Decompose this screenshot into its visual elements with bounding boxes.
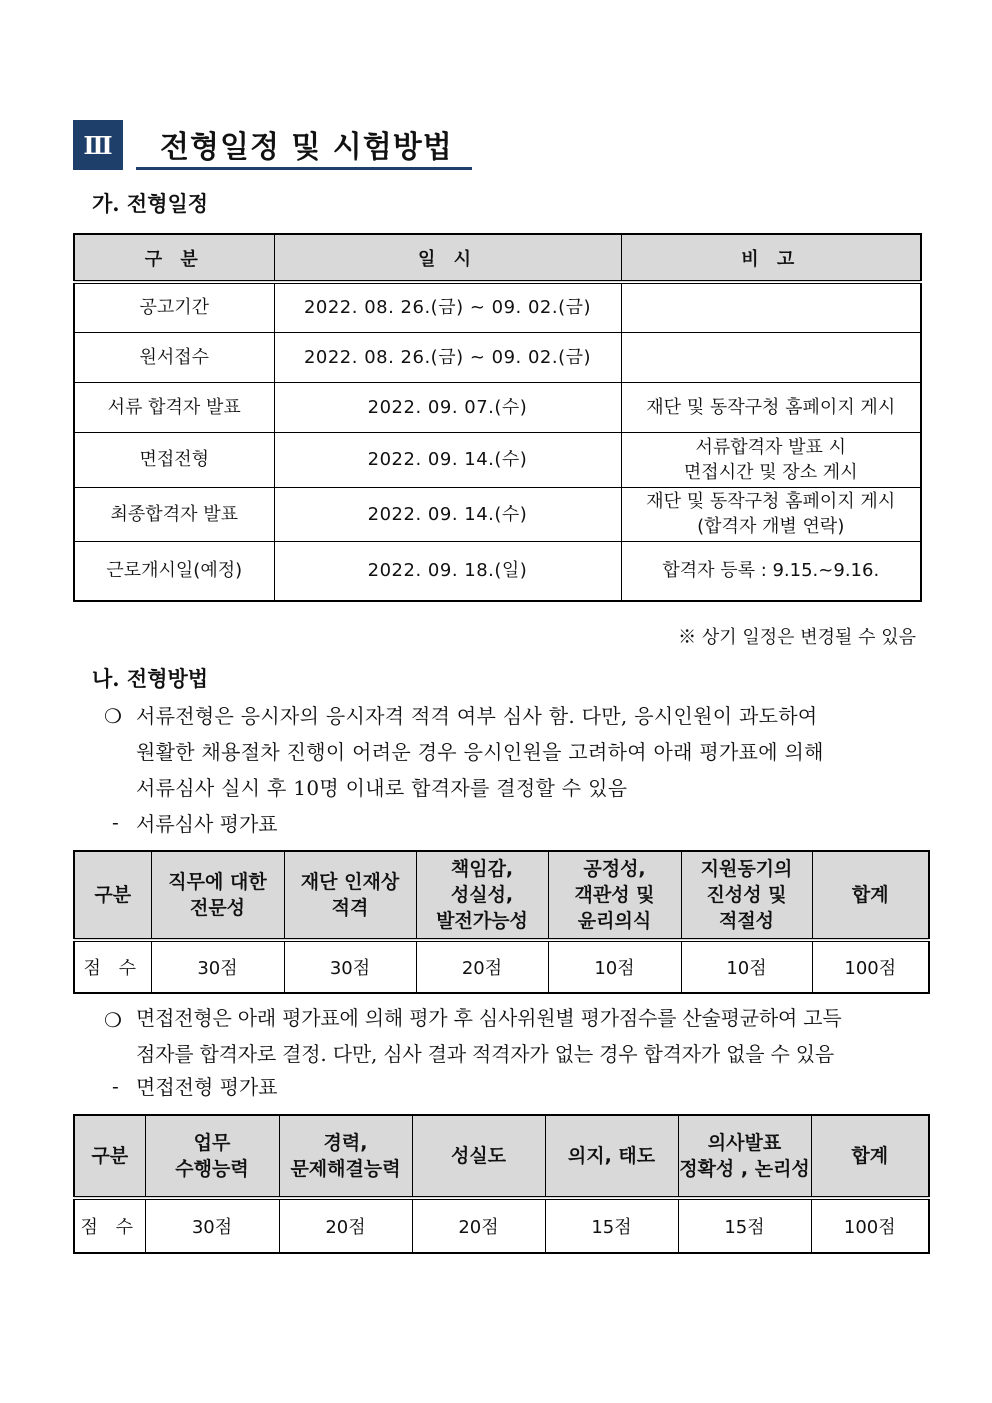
column-header-datetime: 일 시 [274,234,621,282]
row-note: 재단 및 동작구청 홈페이지 게시 [621,382,921,432]
interview-eval-title: 면접전형 평가표 [136,1075,278,1099]
section-number-badge: Ⅲ [73,120,123,170]
document-screening-paragraph [136,698,926,806]
section-title: 전형일정 및 시험방법 [160,130,453,165]
header-job-expertise: 직무에 대한 전문성 [151,851,284,940]
paragraph-line: 점자를 합격자로 결정. 다만, 심사 결과 적격자가 없는 경우 합격자가 없을 수 있음 [136,1042,835,1066]
document-eval-title: 서류심사 평가표 [136,812,278,836]
schedule-table [73,233,922,602]
header-talent-fit: 재단 인재상 적격 [284,851,416,940]
column-header-remarks: 비 고 [621,234,921,282]
row-date: 2022. 08. 26.(금) ~ 09. 02.(금) [274,282,621,332]
header-job-performance: 업무 수행능력 [145,1115,279,1198]
row-label: 서류 합격자 발표 [74,382,274,432]
row-note [621,282,921,332]
row-date: 2022. 09. 18.(일) [274,541,621,601]
header-sincerity: 성실도 [412,1115,545,1198]
row-note-line: 재단 및 동작구청 홈페이지 게시 [646,491,896,512]
header-fairness: 공정성, 객관성 및 윤리의식 [548,851,681,940]
score-row-label: 점 수 [80,1217,139,1238]
table-row [74,332,921,382]
column-header-category: 구 분 [74,234,274,282]
interview-evaluation-table [73,1114,930,1254]
table-row [74,940,929,993]
row-date: 2022. 09. 14.(수) [274,432,621,487]
header-total: 합계 [811,1115,929,1198]
schedule-footnote: ※ 상기 일정은 변경될 수 있음 [678,627,916,648]
score-cell: 20점 [279,1198,412,1253]
score-cell: 20점 [416,940,548,993]
header-responsibility: 책임감, 성실성, 발전가능성 [416,851,548,940]
row-label: 최종합격자 발표 [74,487,274,541]
header-presentation: 의사발표 정확성 , 논리성 [678,1115,811,1198]
interview-paragraph [136,1000,926,1072]
row-note [621,332,921,382]
score-cell: 30점 [145,1198,279,1253]
row-label: 공고기간 [74,282,274,332]
row-note-line: (합격자 개별 연락) [697,516,845,537]
row-note: 합격자 등록 : 9.15.~9.16. [621,541,921,601]
document-evaluation-table [73,850,930,994]
table-row [74,1198,929,1253]
header-category: 구분 [74,1115,145,1198]
dash-marker: - [112,1074,119,1098]
paragraph-line: 서류전형은 응시자의 응시자격 적격 여부 심사 함. 다만, 응시인원이 과도하여 [136,704,818,728]
row-date: 2022. 08. 26.(금) ~ 09. 02.(금) [274,332,621,382]
schedule-header-row [74,234,921,282]
bullet-circle-icon: ❍ [104,704,122,728]
header-attitude: 의지, 태도 [545,1115,678,1198]
row-note-line: 면접시간 및 장소 게시 [683,461,858,483]
row-note [621,487,921,541]
row-date: 2022. 09. 14.(수) [274,487,621,541]
score-cell: 10점 [548,940,681,993]
row-date: 2022. 09. 07.(수) [274,382,621,432]
row-label: 면접전형 [74,432,274,487]
table-row [74,487,921,541]
paragraph-line: 서류심사 실시 후 10명 이내로 합격자를 결정할 수 있음 [136,776,628,800]
int-eval-header-row [74,1115,929,1198]
header-experience: 경력, 문제해결능력 [279,1115,412,1198]
header-category: 구분 [74,851,151,940]
method-heading: 나. 전형방법 [92,666,209,691]
row-label: 원서접수 [74,332,274,382]
row-note-line: 서류합격자 발표 시 [695,436,847,458]
score-cell: 15점 [545,1198,678,1253]
score-cell: 20점 [412,1198,545,1253]
score-cell: 30점 [284,940,416,993]
table-row [74,432,921,487]
score-cell: 30점 [151,940,284,993]
score-cell: 15점 [678,1198,811,1253]
row-note [621,432,921,487]
score-total-cell: 100점 [812,940,929,993]
table-row [74,282,921,332]
doc-eval-header-row [74,851,929,940]
header-motivation: 지원동기의 진성성 및 적절성 [681,851,812,940]
row-label: 근로개시일(예정) [74,541,274,601]
schedule-heading: 가. 전형일정 [92,191,209,216]
bullet-circle-icon: ❍ [104,1008,122,1032]
score-cell: 10점 [681,940,812,993]
section-title-underline [136,167,472,170]
paragraph-line: 원활한 채용절차 진행이 어려운 경우 응시인원을 고려하여 아래 평가표에 의해 [136,740,824,764]
table-row [74,541,921,601]
table-row [74,382,921,432]
score-row-label: 점 수 [83,958,142,979]
paragraph-line: 면접전형은 아래 평가표에 의해 평가 후 심사위원별 평가점수를 산술평균하여 고득 [136,1006,842,1030]
score-total-cell: 100점 [811,1198,929,1253]
header-total: 합계 [812,851,929,940]
dash-marker: - [112,810,119,834]
